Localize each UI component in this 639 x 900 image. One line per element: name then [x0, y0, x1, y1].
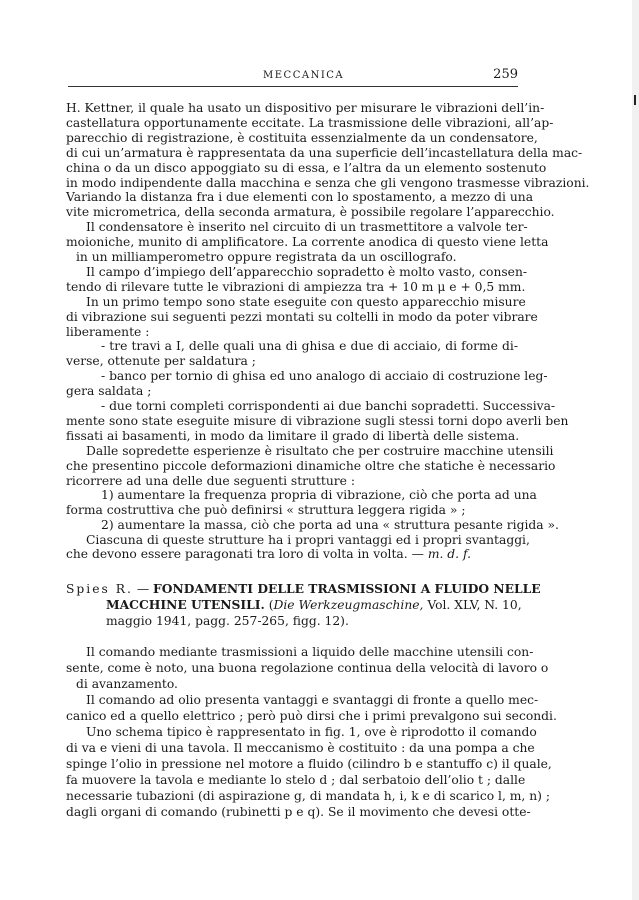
article-2-title-2: MACCHINE UTENSILI.	[106, 597, 265, 612]
text-line: Ciascuna di queste strutture ha i propri vantaggi ed i propri svantaggi,	[86, 533, 530, 547]
text-line: di avanzamento.	[76, 677, 178, 691]
text-line: ricorrere ad una delle due seguenti strutture :	[66, 474, 355, 488]
text-line: in un milliamperometro oppure registrata da un oscillografo.	[76, 250, 457, 264]
text-line: verse, ottenute per saldatura ;	[66, 354, 256, 368]
text-line: fissati ai basamenti, in modo da limitare il grado di libertà delle sistema.	[66, 429, 520, 443]
header-title: MECCANICA	[263, 70, 345, 81]
closing-text: che devono essere paragonati tra loro di volta in volta. —	[66, 547, 424, 561]
text-line: castellatura opportunamente eccitate. La trasmissione delle vibrazioni, all’ap-	[66, 116, 554, 130]
text-line: gera saldata ;	[66, 384, 152, 398]
text-line: in modo indipendente dalla macchina e senza che gli vengono trasmesse vibrazioni.	[66, 176, 590, 190]
text-line: forma costruttiva che può definirsi « struttura leggera rigida » ;	[66, 503, 466, 517]
article-2-heading	[66, 581, 541, 597]
text-line: di vibrazione sui seguenti pezzi montati su coltelli in modo da poter vibrare	[66, 310, 538, 324]
text-line: tendo di rilevare tutte le vibrazioni di ampiezza tra + 10 m μ e + 0,5 mm.	[66, 280, 526, 294]
text-line: - tre travi a I, delle quali una di ghisa e due di acciaio, di forme di-	[101, 339, 518, 353]
article-2-journal: Die Werkzeugmaschine,	[273, 598, 424, 612]
text-line: di va e vieni di una tavola. Il meccanismo è costituito : da una pompa a che	[66, 741, 535, 755]
text-line: fa muovere la tavola e mediante lo stelo d ; dal serbatoio dell’olio t ; dalle	[66, 773, 526, 787]
page-number: 259	[493, 67, 518, 82]
text-line: moioniche, munito di amplificatore. La corrente anodica di questo viene letta	[66, 235, 549, 249]
text-line: Uno schema tipico è rappresentato in fig. 1, ove è riprodotto il comando	[86, 725, 537, 739]
article-2-ref: Vol. XLV, N. 10,	[423, 598, 522, 612]
text-line: liberamente :	[66, 325, 150, 339]
header-rule	[68, 86, 518, 87]
text-line: Variando la distanza fra i due elementi con lo spostamento, a mezzo di una	[66, 190, 534, 204]
text-line: Il comando mediante trasmissioni a liquido delle macchine utensili con-	[86, 645, 534, 659]
text-line: dagli organi di comando (rubinetti p e q). Se il movimento che devesi otte-	[66, 805, 531, 819]
heading-dash: —	[132, 582, 154, 596]
page-edge	[632, 0, 639, 900]
article-2-heading-2: MACCHINE UTENSILI. (Die Werkzeugmaschine, Vol. XLV, N. 10,	[106, 597, 522, 612]
article-2-title-1: FONDAMENTI DELLE TRASMISSIONI A FLUIDO NELLE	[153, 581, 541, 596]
text-line: spinge l’olio in pressione nel motore a fluido (cilindro b e stantuffo c) il quale,	[66, 757, 552, 771]
text-line: 2) aumentare la massa, ciò che porta ad una « struttura pesante rigida ».	[101, 518, 559, 532]
running-header	[68, 66, 518, 86]
text-line: di cui un’armatura è rappresentata da una superficie dell’incastellatura della mac-	[66, 146, 583, 160]
text-line: In un primo tempo sono state eseguite con questo apparecchio misure	[86, 295, 526, 309]
text-line: Il campo d’impiego dell’apparecchio sopradetto è molto vasto, consen-	[86, 265, 528, 279]
text-line: vite micrometrica, della seconda armatura, è possibile regolare l’apparecchio.	[66, 205, 555, 219]
text-line: canico ed a quello elettrico ; però può dirsi che i primi prevalgono sui secondi.	[66, 709, 557, 723]
text-line: - due torni completi corrispondenti ai due banchi sopradetti. Successiva-	[101, 399, 556, 413]
text-line: parecchio di registrazione, è costituita essenzialmente da un condensatore,	[66, 131, 538, 145]
text-line: che presentino piccole deformazioni dinamiche oltre che statiche è necessario	[66, 459, 556, 473]
text-line: necessarie tubazioni (di aspirazione g, di mandata h, i, k e di scarico l, m, n) ;	[66, 789, 551, 803]
signature: m. d. f.	[427, 547, 472, 561]
text-line: sente, come è noto, una buona regolazione continua della velocità di lavoro o	[66, 661, 549, 675]
article-2-author: Spies R.	[66, 582, 133, 596]
text-line: Il comando ad olio presenta vantaggi e svantaggi di fronte a quello mec-	[86, 693, 539, 707]
text-line: H. Kettner, il quale ha usato un dispositivo per misurare le vibrazioni dell’in-	[66, 101, 545, 115]
edge-mark	[634, 95, 636, 105]
text-line: mente sono state eseguite misure di vibrazione sugli stessi torni dopo averli ben	[66, 414, 569, 428]
article-2-ref-line	[106, 613, 518, 629]
text-line: Dalle sopredette esperienze è risultato che per costruire macchine utensili	[86, 444, 554, 458]
text-line: - banco per tornio di ghisa ed uno analogo di acciaio di costruzione leg-	[101, 369, 548, 383]
text-line: 1) aumentare la frequenza propria di vibrazione, ciò che porta ad una	[101, 488, 537, 502]
text-line: Il condensatore è inserito nel circuito di un trasmettitore a valvole ter-	[86, 220, 528, 234]
article-2-ref-2: maggio 1941, pagg. 257-265, figg. 12).	[106, 614, 349, 628]
closing-line	[66, 546, 518, 562]
text-line: china o da un disco appoggiato su di essa, e l’altra da un elemento sostenuto	[66, 161, 547, 175]
